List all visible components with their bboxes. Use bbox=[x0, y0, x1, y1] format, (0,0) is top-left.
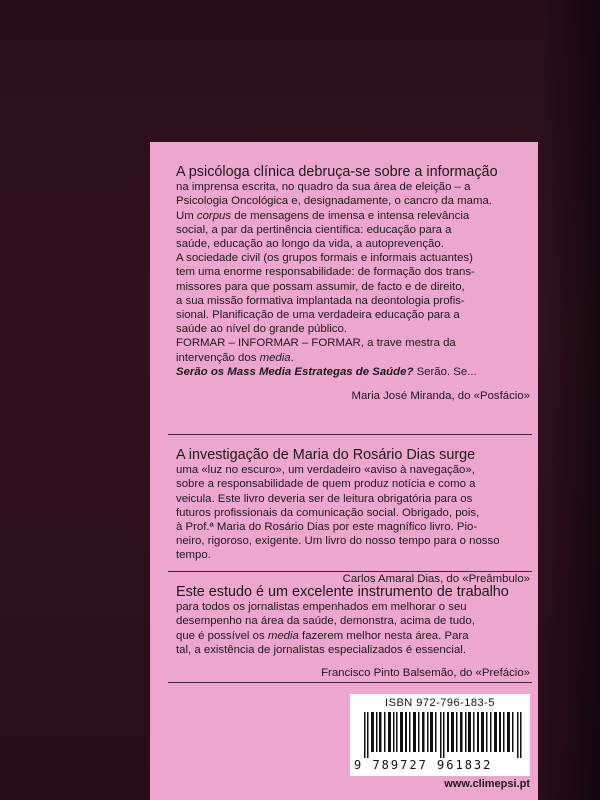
divider bbox=[168, 434, 532, 435]
quote-balsemao-attribution: Francisco Pinto Balsemão, do «Prefácio» bbox=[321, 667, 530, 680]
isbn-barcode bbox=[350, 694, 530, 776]
quote-miranda-text: A psicóloga clínica debruça-se sobre a informação na imprensa escrita, no quadro da sua área de eleição – a Psicologia Oncológica e, designadamente, o cancro da mama. Um corpus de mensagens de imensa e intensa relevância social, a par da pertinência científica: educação para a saúde, educação ao longo da vida, a autoprevenção. A sociedade civil (os grupos formais e informais actuantes) tem uma enorme responsabilidade: de formação dos trans- missores para que possam assumir, de facto e de direito, a sua missão formativa implantada na deontologia profis- sional. Planificação de uma verdadeira educação para a saúde ao nível do grande público. FORMAR – INFORMAR – FORMAR, a trave mestra da intervenção dos media. Serão os Mass Media Estrategas de Saúde? Serão. Se... bbox=[176, 164, 498, 378]
quote-balsemao-text: Este estudo é um excelente instrumento de trabalho para todos os jornalistas empenhados em melhorar o seu desempenho na área da saúde, demonstra, acima de tudo, que é possível os media fazerem melhor nesta área. Para tal, a existência de jornalistas especializados é essencial. bbox=[176, 584, 509, 656]
quote-amaral-dias-text: A investigação de Maria do Rosário Dias surge uma «luz no escuro», um verdadeiro «aviso à navegação», sobre a responsabilidade de quem produz notícia e como a veicula. Este livro deveria ser de leitura obrigatória para os futuros profissionais da comunicação social. Obrigado, pois, à Prof.ª Maria do Rosário Dias por este magnífico livro. Pio- neiro, rigoroso, exigente. Um livro do nosso tempo para o nosso tempo. bbox=[176, 447, 500, 562]
quote-balsemao bbox=[176, 584, 530, 680]
spine-shadow bbox=[540, 0, 600, 800]
quote-miranda-attribution: Maria José Miranda, do «Posfácio» bbox=[351, 390, 530, 403]
divider bbox=[168, 571, 532, 572]
pink-text-panel bbox=[150, 142, 538, 800]
isbn-label: ISBN 972-796-183-5 bbox=[385, 697, 495, 709]
divider bbox=[168, 682, 532, 683]
quote-miranda bbox=[176, 164, 530, 403]
quote-amaral-dias bbox=[176, 447, 530, 586]
barcode-digits: 9 789727 961832 bbox=[354, 758, 493, 772]
quote-amaral-dias-attribution: Carlos Amaral Dias, do «Preâmbulo» bbox=[342, 572, 530, 585]
barcode-icon bbox=[364, 712, 524, 758]
publisher-website[interactable]: www.climepsi.pt bbox=[444, 778, 530, 790]
